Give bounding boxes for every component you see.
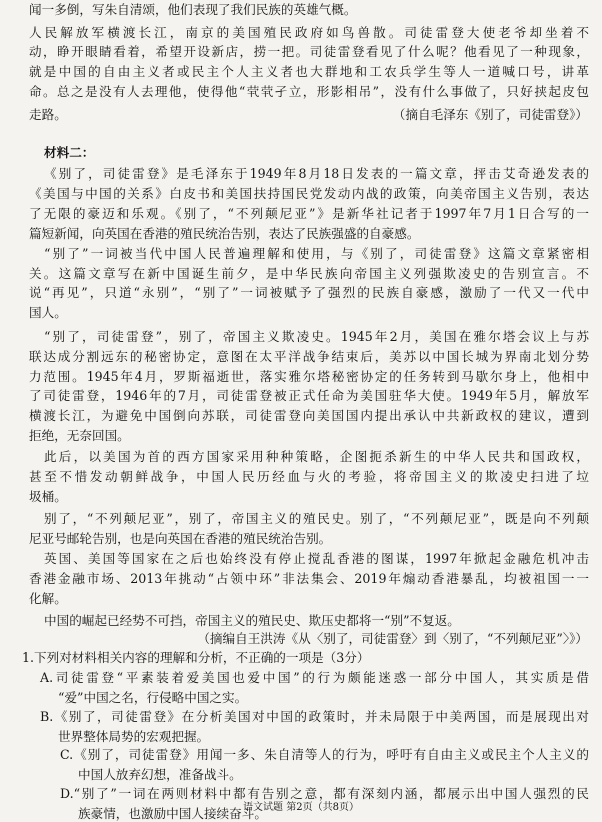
text-line: 别了，“不列颠尼亚”，别了，帝国主义的殖民史。别了，“不列颠尼亚”，既是向不列颠 xyxy=(44,511,589,526)
text-line: 世界整体局势的宏观把握。 xyxy=(58,729,210,744)
text-line: “别了”一词被当代中国人民普遍理解和使用，与《别了，司徒雷登》这篇文章紧密相 xyxy=(44,246,589,261)
text-line: 动，睁开眼睛看着，希望开设新店，捞一把。司徒雷登看见了什么呢？他看见了一种现象， xyxy=(29,44,589,59)
page-footer: 语文试题 第2页（共8页） xyxy=(243,802,359,813)
text-line: 闻一多倒，写朱自清颂，他们表现了我们民族的英雄气概。 xyxy=(29,2,357,17)
text-line: 横渡长江，为避免中国倒向苏联，司徒雷登向美国国内提出承认中共新政权的建议，遭到 xyxy=(29,408,589,423)
text-line: 就是中国的自由主义者或民主个人主义者也大群地和工农兵学生等人一道喊口号，讲革 xyxy=(29,64,589,79)
text-line: 英国、美国等国家在之后也始终没有停止搅乱香港的图谋，1997年掀起金融危机冲击 xyxy=(44,551,589,566)
text-line: 材料二： xyxy=(44,145,95,160)
text-line: 《别了，司徒雷登》是毛泽东于1949年8月18日发表的一篇文章，抨击艾奇逊发表的 xyxy=(44,166,589,181)
text-line: 人民解放军横渡长江，南京的美国殖民政府如鸟兽散。司徒雷登大使老爷却坐着不 xyxy=(29,25,589,40)
text-line: 中国人放弃幻想，准备战斗。 xyxy=(78,767,242,782)
text-line: 了司徒雷登，1946年的7月，司徒雷登被正式任命为美国驻华大使。1949年5月，解放军 xyxy=(29,388,589,403)
text-line: 化解。 xyxy=(29,591,67,606)
text-line: （摘编自王洪涛《从〈别了，司徒雷登〉到〈别了，“不列颠尼亚”〉》） xyxy=(197,631,588,646)
text-line: 联达成分割远东的秘密协定，意图在太平洋战争结束后，美苏以中国长城为界南北划分势 xyxy=(29,349,589,364)
text-line: 此后，以美国为首的西方国家采用种种策略，企图扼杀新生的中华人民共和国政权， xyxy=(44,449,589,464)
text-line: 甚至不惜发动朝鲜战争，中国人民历经血与火的考验，将帝国主义的欺凌史扫进了垃 xyxy=(29,469,589,484)
text-line: 圾桶。 xyxy=(29,489,67,504)
text-line: 命。总之是没有人去理他，使得他“茕茕孑立，形影相吊”，没有什么事做了，只好挟起皮包 xyxy=(29,84,589,99)
text-line: 国人。 xyxy=(29,305,67,320)
text-line: 了无限的豪迈和乐观。《别了，“不列颠尼亚”》是新华社记者于1997年7月1日合写的一 xyxy=(29,206,589,221)
text-line: （摘自毛泽东《别了，司徒雷登》） xyxy=(392,107,588,122)
text-line: C.《别了，司徒雷登》用闻一多、朱自清等人的行为，呼吁有自由主义或民主个人主义的 xyxy=(60,747,589,762)
text-line: “爱”中国之名，行侵略中国之实。 xyxy=(58,690,248,705)
text-line: A.司徒雷登“平素装着爱美国也爱中国”的行为颇能迷惑一部分中国人，其实质是借 xyxy=(40,670,589,685)
text-line: 说“再见”，只道“永别”，“别了”一词被赋予了强烈的民族自豪感，激励了一代又一代中 xyxy=(29,285,589,300)
text-line: 走路。 xyxy=(29,107,67,122)
text-line: 香港金融市场、2013年挑动“占领中环”非法集会、2019年煽动香港暴乱，均被祖国一一 xyxy=(29,571,589,586)
text-line: B.《别了，司徒雷登》在分析美国对中国的政策时，并未局限于中美两国，而是展现出对 xyxy=(40,709,589,724)
text-line: D.“别了”一词在两则材料中都有告别之意，都有深刻内涵，都展示出中国人强烈的民 xyxy=(60,786,589,801)
text-line: 关。这篇文章写在新中国诞生前夕，是中华民族向帝国主义列强欺凌史的告别宣言。不 xyxy=(29,266,589,281)
text-line: 《美国与中国的关系》白皮书和美国扶持国民党发动内战的政策，向美帝国主义告别，表达 xyxy=(29,186,589,201)
text-line: 1.下列对材料相关内容的理解和分析，不正确的一项是（3分） xyxy=(22,650,370,665)
text-line: 篇短新闻，向英国在香港的殖民统治告别，表达了民族强盛的自豪感。 xyxy=(29,226,420,241)
text-line: 族豪情，也激励中国人接续奋斗。 xyxy=(78,806,267,821)
text-line: 力范围。1945年4月，罗斯福逝世，落实雅尔塔秘密协定的任务转到马歇尔身上，他相中 xyxy=(29,369,589,384)
text-line: 尼亚号邮轮告别，也是向英国在香港的殖民统治告别。 xyxy=(29,531,332,546)
text-line: “别了，司徒雷登”，别了，帝国主义欺凌史。1945年2月，美国在雅尔塔会议上与苏 xyxy=(44,329,589,344)
text-line: 拒绝，无奈回国。 xyxy=(29,428,130,443)
text-line: 中国的崛起已经势不可挡，帝国主义的殖民史、欺压史都将一“别”不复返。 xyxy=(44,613,460,628)
